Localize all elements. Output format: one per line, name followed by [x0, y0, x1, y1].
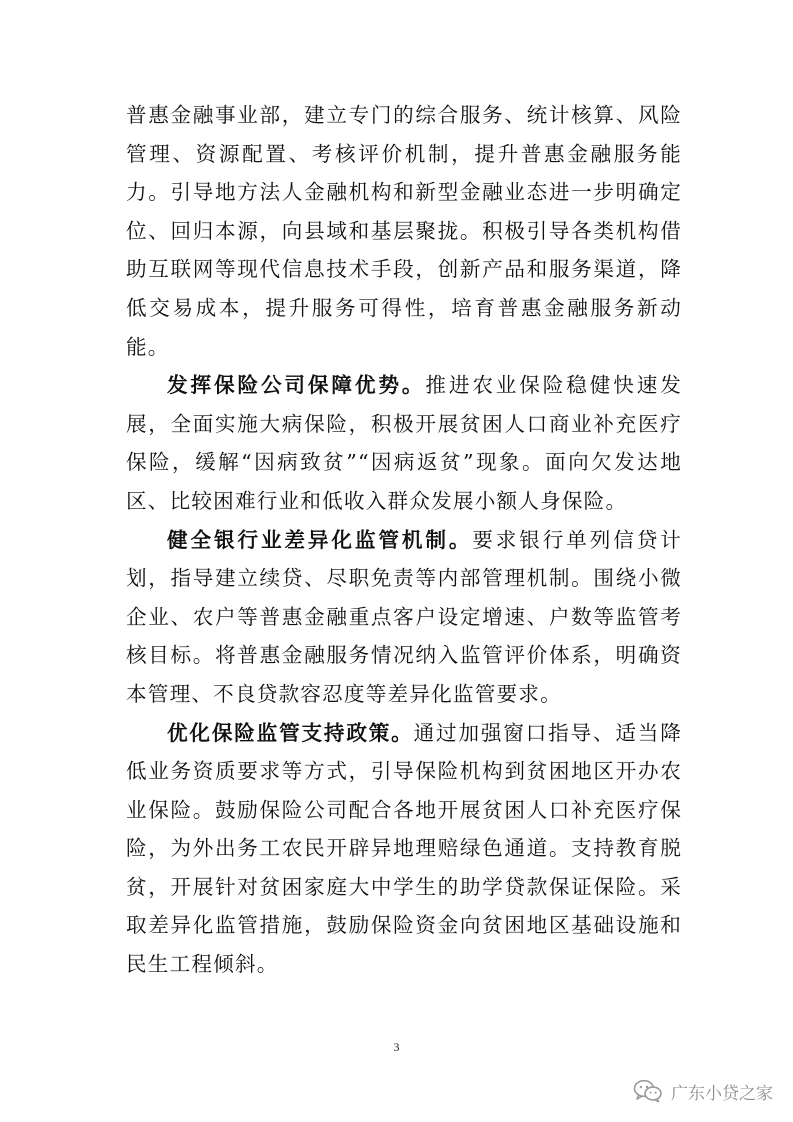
paragraph-4	[126, 714, 682, 984]
wechat-icon	[633, 1079, 663, 1103]
paragraph-1-text: 普惠金融事业部，建立专门的综合服务、统计核算、风险管理、资源配置、考核评价机制，提升普惠金融服务能力。引导地方法人金融机构和新型金融业态进一步明确定位、回归本源，向县域和基层聚拢。积极引导各类机构借助互联网等现代信息技术手段，创新产品和服务渠道，降低交易成本，提升服务可得性，培育普惠金融服务新动能。	[126, 103, 682, 359]
paragraph-1	[126, 96, 682, 366]
wechat-watermark	[633, 1076, 773, 1106]
paragraph-4-text: 通过加强窗口指导、适当降低业务资质要求等方式，引导保险机构到贫困地区开办农业保险。鼓励保险公司配合各地开展贫困人口补充医疗保险，为外出务工农民开辟异地理赔绿色通道。支持教育脱贫，开展针对贫困家庭大中学生的助学贷款保证保险。采取差异化监管措施，鼓励保险资金向贫困地区基础设施和民生工程倾斜。	[126, 720, 683, 977]
paragraph-2-lead: 发挥保险公司保障优势。	[167, 373, 426, 398]
paragraph-3-lead: 健全银行业差异化监管机制。	[167, 527, 473, 552]
paragraph-3	[126, 521, 682, 714]
paragraph-2	[126, 366, 682, 520]
page-number: 3	[393, 1040, 400, 1054]
paragraph-3-text: 要求银行单列信贷计划，指导建立续贷、尽职免责等内部管理机制。围绕小微企业、农户等普惠金融重点客户设定增速、户数等监管考核目标。将普惠金融服务情况纳入监管评价体系，明确资本管理、不良贷款容忍度等差异化监管要求。	[126, 527, 682, 706]
watermark-text: 广东小贷之家	[671, 1083, 773, 1104]
paragraph-2-text: 推进农业保险稳健快速发展，全面实施大病保险，积极开展贫困人口商业补充医疗保险，缓解“因病致贫”“因病返贫”现象。面向欠发达地区、比较困难行业和低收入群众发展小额人身保险。	[126, 373, 682, 513]
paragraph-4-lead: 优化保险监管支持政策。	[167, 720, 414, 745]
document-body	[126, 96, 682, 984]
